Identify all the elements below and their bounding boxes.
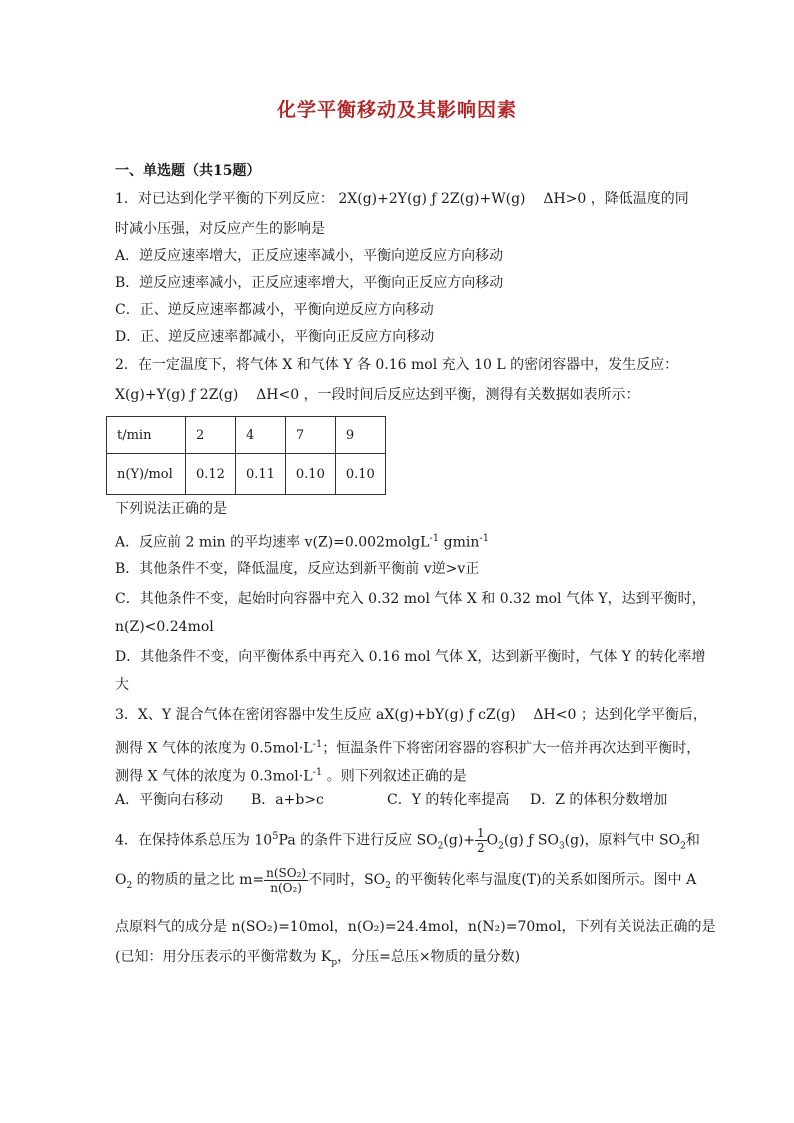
q2-condition: ΔH<0 xyxy=(256,387,300,403)
q1-equation: 2X(g)+2Y(g) ƒ 2Z(g)+W(g) xyxy=(338,191,526,207)
table-cell: 0.12 xyxy=(186,454,236,495)
ratio-fraction: $\frac{\text{n(SO₂)}}{\text{n(O₂)}}$ xyxy=(266,865,307,895)
q2-option-d-line1: D．其他条件不变，向平衡体系中再充入 0.16 mol 气体 X，达到新平衡时，气体 Y 的转化率增 xyxy=(115,649,706,665)
q1-option-b: B．逆反应速率减小，正反应速率增大，平衡向正反应方向移动 xyxy=(115,275,504,291)
table-cell: 0.10 xyxy=(285,454,335,495)
table-cell: 0.10 xyxy=(335,454,385,495)
q3-option-a: A．平衡向右移动 xyxy=(115,792,224,808)
q1-stem-line1: 1．对已达到化学平衡的下列反应： 2X(g)+2Y(g) ƒ 2Z(g)+W(g) ΔH>0 ，降低温度的同 xyxy=(115,191,689,207)
q3-stem-line1: 3．X、Y 混合气体在密闭容器中发生反应 aX(g)+bY(g) ƒ cZ(g) ΔH<0 ；达到化学平衡后， xyxy=(115,707,707,723)
table-cell: 9 xyxy=(335,417,385,454)
q2-option-b: B．其他条件不变，降低温度，反应达到新平衡前 v逆>v正 xyxy=(115,561,480,577)
q1-option-c: C．正、逆反应速率都减小，平衡向逆反应方向移动 xyxy=(115,302,434,318)
q4-stem-line3: 点原料气的成分是 n(SO₂)=10mol，n(O₂)=24.4mol，n(N₂)=70mol，下列有关说法正确的是 xyxy=(115,919,716,935)
table-row xyxy=(107,454,386,495)
q3-stem-line2: 测得 X 气体的浓度为 $0.5mol\cdot L^{-1}$；恒温条件下将密闭容器的容积扩大一倍并再次达到平衡时， xyxy=(115,739,701,757)
q1-option-d: D．正、逆反应速率都减小，平衡向正反应方向移动 xyxy=(115,329,435,345)
table-cell: 4 xyxy=(235,417,285,454)
q1-stem-line2: 时减小压强，对反应产生的影响是 xyxy=(115,221,325,237)
page-title: 化学平衡移动及其影响因素 xyxy=(276,99,517,121)
q2-stem-line1: 2．在一定温度下，将气体 X 和气体 Y 各 0.16 mol 充入 10 L 的密闭容器中，发生反应： xyxy=(115,357,679,373)
q3-option-b: B．a+b>c xyxy=(251,792,324,808)
table-cell: t/min xyxy=(107,417,186,454)
q4-stem-line2: $O_2$ 的物质的量之比 m= $\frac{\text{n(SO₂)}}{\text{n(O₂)}}$ 不同时，$SO_2$ 的平衡转化率与温度(T)的关系如图所示。图中 A xyxy=(115,865,697,895)
table-cell: n(Y)/mol xyxy=(107,454,186,495)
q1-condition: ΔH>0 xyxy=(543,191,587,207)
q2-stem-line2: X(g)+Y(g) ƒ 2Z(g) ΔH<0 ，一段时间后反应达到平衡，测得有关数据如表所示： xyxy=(115,387,640,403)
table-cell: 2 xyxy=(186,417,236,454)
q1-option-a: A．逆反应速率增大，正反应速率减小，平衡向逆反应方向移动 xyxy=(115,248,504,264)
q3-stem-line3: 测得 X 气体的浓度为 $0.3mol\cdot L^{-1}$ 。则下列叙述正确的是 xyxy=(115,767,467,785)
q2-equation: X(g)+Y(g) ƒ 2Z(g) xyxy=(115,387,239,403)
one-half-fraction: $\frac{1}{2}$ xyxy=(477,826,485,856)
q2-prompt: 下列说法正确的是 xyxy=(115,501,227,517)
q3-option-d: D．Z 的体积分数增加 xyxy=(530,792,668,808)
q2-option-a: A．反应前 2 min 的平均速率 v(Z)=0.002molgL$^{-1}$ gmin$^{-1}$ xyxy=(115,533,490,551)
table-cell: 0.11 xyxy=(235,454,285,495)
q2-option-d-line2: 大 xyxy=(115,677,129,693)
q4-stem-line4: (已知：用分压表示的平衡常数为 $K_p$，分压=总压×物质的量分数) xyxy=(115,949,521,968)
q2-option-c-line1: C．其他条件不变，起始时向容器中充入 0.32 mol 气体 X 和 0.32 mol 气体 Y，达到平衡时， xyxy=(115,591,706,607)
q4-stem-line1: 4．在保持体系总压为 $10^5Pa$ 的条件下进行反应 $SO_2(g)+$ $\frac{1}{2}$ $O_2(g)$ ƒ $SO_3(g)$，原料气中 $SO_2$和 xyxy=(115,826,700,856)
table-row xyxy=(107,417,386,454)
section-heading: 一、单选题（共15题） xyxy=(115,163,261,179)
q2-data-table xyxy=(106,416,386,495)
q2-option-c-line2: n(Z)<0.24mol xyxy=(115,619,214,635)
q3-option-c: C．Y 的转化率提高 xyxy=(387,792,510,808)
q3-condition: ΔH<0 xyxy=(533,707,577,723)
q3-equation: aX(g)+bY(g) ƒ cZ(g) xyxy=(376,707,516,723)
table-cell: 7 xyxy=(285,417,335,454)
